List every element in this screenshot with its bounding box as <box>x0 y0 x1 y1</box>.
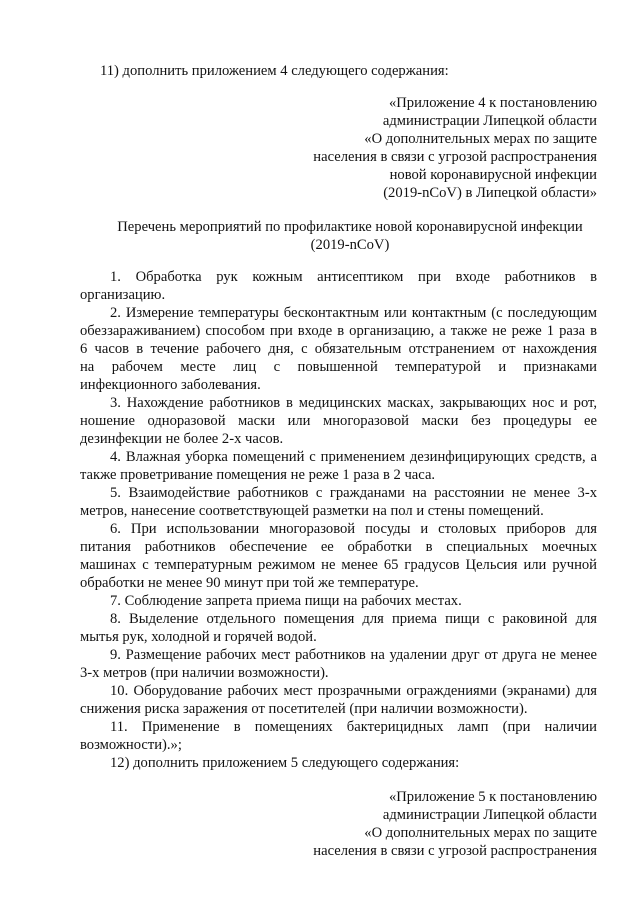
list-item-5: 5. Взаимодействие работников с гражданами на расстоянии не менее 3-х <box>110 485 597 501</box>
annex5-header-line: «О дополнительных мерах по защите <box>364 825 597 841</box>
list-item-11: 11. Применение в помещениях бактерицидных ламп (при наличии <box>110 719 597 735</box>
list-item-2: на рабочем месте лиц с повышенной температурой и признаками <box>80 359 597 375</box>
annex4-header-line: администрации Липецкой области <box>382 113 597 129</box>
list-item-2: обеззараживанием) способом при входе в организацию, а также не реже 1 раза в <box>80 323 597 339</box>
list-item-8: мытья рук, холодной и горячей водой. <box>80 629 317 645</box>
list-item-7: 7. Соблюдение запрета приема пищи на рабочих местах. <box>110 593 462 609</box>
annex4-header-line: новой коронавирусной инфекции <box>389 167 597 183</box>
annex5-header-line: населения в связи с угрозой распространения <box>313 843 597 859</box>
annex4-header-line: «О дополнительных мерах по защите <box>364 131 597 147</box>
list-item-5: метров, нанесение соответствующей разметки на пол и стены помещений. <box>80 503 544 519</box>
list-item-3: ношение одноразовой маски или многоразовой маски без процедуры ее <box>80 413 597 429</box>
list-item-2: 6 часов в течение рабочего дня, с обязательным отстранением от нахождения <box>80 341 597 357</box>
list-title: Перечень мероприятий по профилактике новой коронавирусной инфекции <box>117 219 583 235</box>
list-item-2: 2. Измерение температуры бесконтактным или контактным (с последующим <box>110 305 597 321</box>
list-item-1: 1. Обработка рук кожным антисептиком при входе работников в <box>110 269 597 285</box>
list-item-6: машинах с температурным режимом не менее 65 градусов Цельсия или ручной <box>80 557 597 573</box>
list-title: (2019-nCoV) <box>310 237 390 253</box>
list-item-8: 8. Выделение отдельного помещения для приема пищи с раковиной для <box>110 611 597 627</box>
list-item-4: также проветривание помещения не реже 1 раза в 2 часа. <box>80 467 436 483</box>
list-item-1: организацию. <box>80 287 166 303</box>
list-item-9: 3-х метров (при наличии возможности). <box>80 665 329 681</box>
paragraph-11-intro: 11) дополнить приложением 4 следующего содержания: <box>100 63 449 79</box>
list-item-6: обработки не менее 90 минут при той же температуре. <box>80 575 419 591</box>
list-item-4: 4. Влажная уборка помещений с применением дезинфицирующих средств, а <box>110 449 597 465</box>
paragraph-12-intro: 12) дополнить приложением 5 следующего содержания: <box>110 755 460 771</box>
list-item-10: снижения риска заражения от посетителей (при наличии возможности). <box>80 701 528 717</box>
list-item-3: 3. Нахождение работников в медицинских масках, закрывающих нос и рот, <box>110 395 597 411</box>
list-item-6: 6. При использовании многоразовой посуды и столовых приборов для <box>110 521 597 537</box>
list-item-9: 9. Размещение рабочих мест работников на удалении друг от друга не менее <box>110 647 597 663</box>
list-item-10: 10. Оборудование рабочих мест прозрачными ограждениями (экранами) для <box>110 683 597 699</box>
annex5-header-line: «Приложение 5 к постановлению <box>388 789 597 805</box>
list-item-11: возможности).»; <box>80 737 182 753</box>
list-item-6: питания работников обеспечение ее обработки в специальных моечных <box>80 539 597 555</box>
annex4-header-line: (2019-nCoV) в Липецкой области» <box>383 185 597 201</box>
list-item-2: инфекционного заболевания. <box>80 377 261 393</box>
annex4-header-line: населения в связи с угрозой распространения <box>313 149 597 165</box>
annex4-header-line: «Приложение 4 к постановлению <box>388 95 597 111</box>
list-item-3: дезинфекции не более 2-х часов. <box>80 431 284 447</box>
annex5-header-line: администрации Липецкой области <box>382 807 597 823</box>
